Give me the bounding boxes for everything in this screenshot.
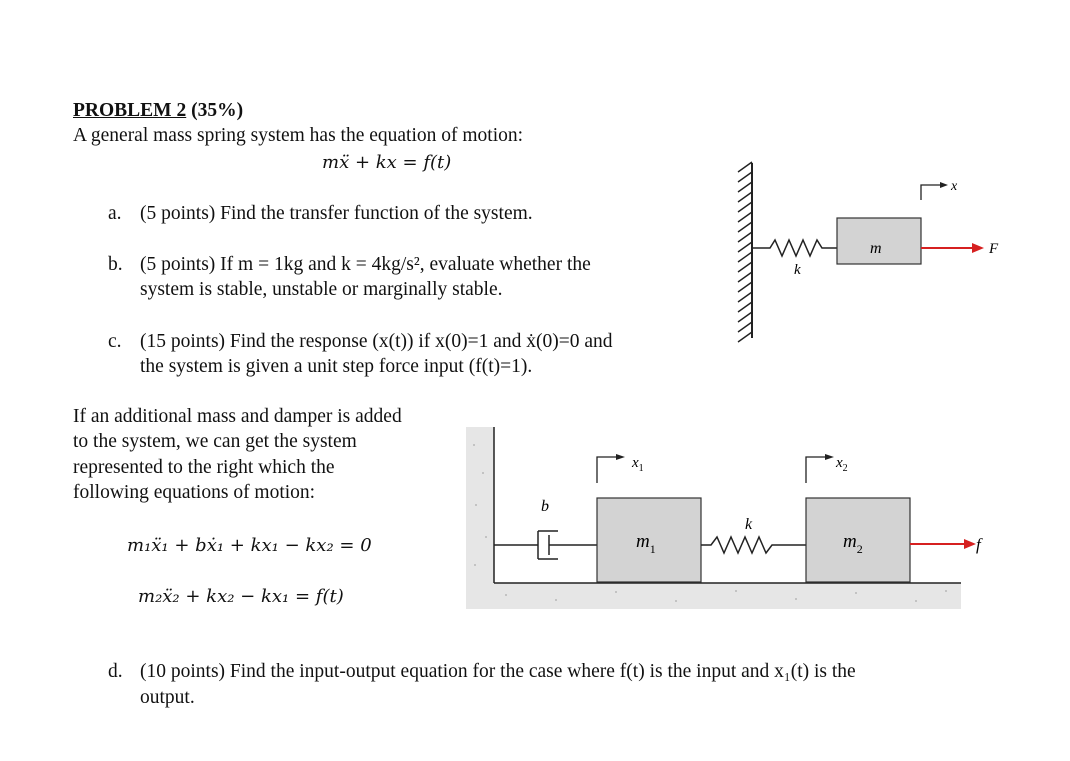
mass2-subscript: 2 (856, 542, 863, 556)
part-c-line1 (108, 329, 613, 354)
force-arrow-head (964, 539, 976, 549)
wall-block (466, 427, 494, 607)
spring-label: k (745, 516, 753, 533)
x1-label (631, 455, 644, 474)
part-a-label: a. (108, 203, 122, 224)
equation-2: m₂ẍ₂ + kx₂ − kx₁ = f(t) (138, 586, 344, 607)
x2-arrow-head (825, 454, 834, 460)
x1-subscript: 1 (638, 463, 644, 474)
problem-title-text: PROBLEM 2 (73, 100, 187, 121)
damper-label: b (541, 498, 549, 515)
part-b-text1: (5 points) If m = 1kg and k = 4kg/s², evaluate whether the (140, 254, 591, 275)
part-d-text1: (10 points) Find the input-output equation for the case where f(t) is the input and x₁(t) is the (140, 661, 856, 682)
part-d-line2: output. (140, 687, 195, 708)
mass-label: m (870, 240, 882, 257)
force-label: F (989, 241, 999, 257)
figure-two-mass-system (466, 425, 986, 615)
x2-subscript: 2 (842, 463, 848, 474)
part-b-line1 (108, 252, 591, 277)
mass1-subscript: 1 (649, 542, 656, 556)
spring-label: k (794, 262, 801, 278)
x2-letter: x (836, 455, 843, 471)
x2-indicator (806, 457, 827, 483)
extension-line2: to the system, we can get the system (73, 431, 357, 452)
equation-1: m₁ẍ₁ + bẋ₁ + kx₁ − kx₂ = 0 (127, 535, 372, 556)
extension-line4: following equations of motion: (73, 482, 316, 503)
main-equation: mẍ + kx = f(t) (322, 152, 452, 173)
part-b-label: b. (108, 254, 123, 275)
extension-line1: If an additional mass and damper is added (73, 406, 402, 427)
wall-hatch (738, 162, 752, 342)
figure-single-mass-spring (730, 158, 1010, 348)
part-c-text1: (15 points) Find the response (x(t)) if x(0)=1 and ẋ(0)=0 and (140, 331, 613, 352)
mass2-letter: m (843, 531, 857, 552)
spring (701, 537, 806, 553)
part-a (108, 201, 533, 226)
ground-block (466, 583, 961, 609)
part-b-line2: system is stable, unstable or marginally stable. (140, 279, 503, 300)
part-d-line1 (108, 659, 856, 684)
damper (494, 531, 597, 559)
problem-title (73, 98, 243, 123)
x1-indicator (597, 457, 618, 483)
mass2-block (806, 498, 910, 582)
extension-line3: represented to the right which the (73, 457, 335, 478)
part-c-label: c. (108, 331, 122, 352)
part-c-line2: the system is given a unit step force input (f(t)=1). (140, 356, 533, 377)
part-a-text: (5 points) Find the transfer function of the system. (140, 203, 533, 224)
part-d-label: d. (108, 661, 123, 682)
problem-weight: (35%) (186, 100, 244, 121)
spring (752, 240, 837, 256)
force-arrow-head (972, 243, 984, 253)
mass1-letter: m (636, 531, 650, 552)
displacement-arrow-head (940, 182, 948, 188)
x1-letter: x (632, 455, 639, 471)
problem-intro: A general mass spring system has the equation of motion: (73, 125, 524, 146)
x1-arrow-head (616, 454, 625, 460)
displacement-indicator (921, 185, 942, 200)
force-label: f (976, 535, 981, 554)
x2-label (835, 455, 848, 474)
displacement-label: x (951, 179, 958, 194)
